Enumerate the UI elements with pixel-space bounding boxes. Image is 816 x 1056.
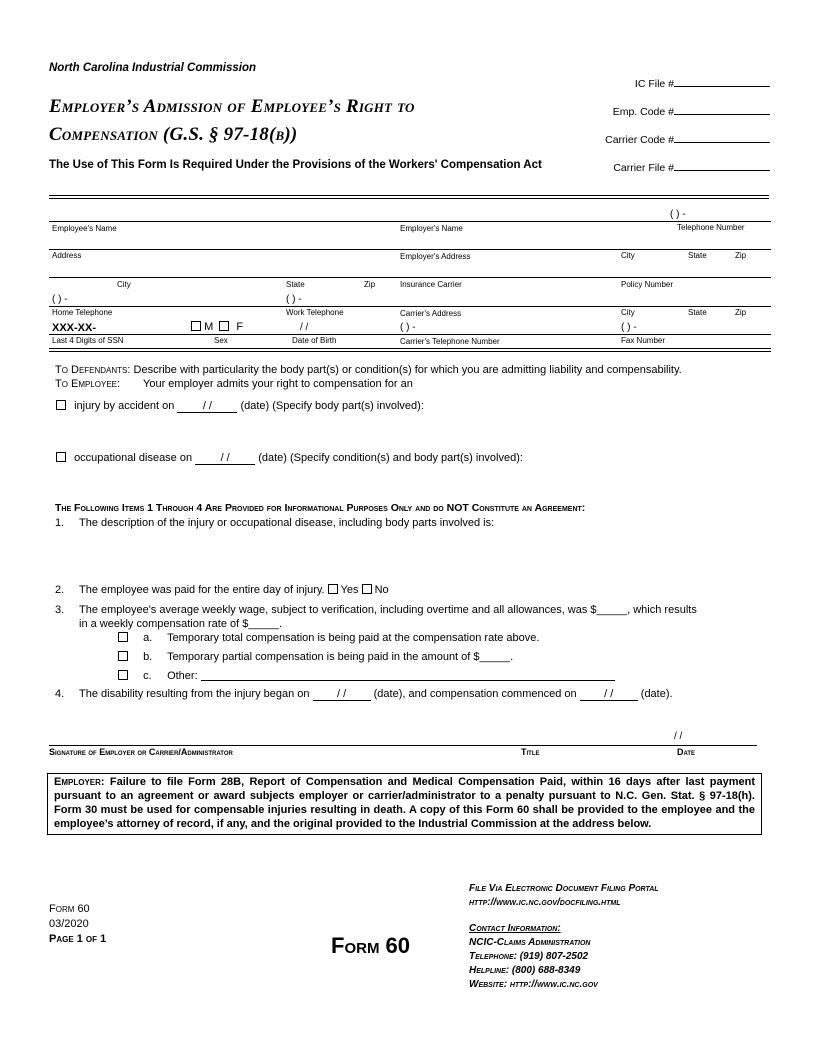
notice-label: Employer:: [54, 776, 105, 788]
form-title-line2: Compensation (G.S. § 97-18(b)): [49, 124, 298, 145]
employer-city-label: City: [621, 251, 635, 260]
policy-number-label: Policy Number: [621, 280, 674, 289]
disease-text-b: (date) (Specify condition(s) and body part(s) involved):: [258, 452, 523, 464]
ic-file-label: IC File #: [634, 78, 674, 90]
paid-yes-label: Yes: [340, 584, 359, 596]
item-3b-checkbox[interactable]: [118, 651, 128, 661]
items-heading: The Following Items 1 Through 4 Are Provided for Informational Purposes Only and do NOT Constitute an Agreement:: [55, 502, 586, 514]
dob-label: Date of Birth: [292, 336, 337, 345]
carrier-file-field[interactable]: [674, 161, 770, 171]
field-rule: [49, 221, 771, 222]
to-defendants: [55, 364, 682, 376]
signature-label: Signature of Employer or Carrier/Administrator: [49, 747, 233, 757]
sex-f-label: F: [236, 321, 244, 333]
disability-date-field[interactable]: / /: [313, 688, 371, 701]
carriers-address-label: Carrier's Address: [400, 309, 462, 318]
paid-no-checkbox[interactable]: [362, 584, 372, 594]
signature-rule: [49, 745, 757, 746]
item-4-text-b: (date), and compensation commenced on: [373, 688, 577, 700]
contact-telephone: Telephone: (919) 807-2502: [469, 951, 589, 962]
home-telephone-label: Home Telephone: [52, 308, 113, 317]
carrier-code-label: Carrier Code #: [605, 134, 674, 146]
emp-code-row: [613, 105, 770, 118]
item-3b: [118, 651, 513, 663]
contact-website[interactable]: Website: http://www.ic.nc.gov: [469, 979, 598, 990]
employer-zip-label: Zip: [735, 251, 747, 260]
injury-option: [56, 400, 424, 413]
to-defendants-label: To Defendants:: [55, 364, 131, 376]
item-3-number: 3.: [55, 604, 65, 616]
to-employee: [55, 378, 413, 390]
carrier-state-label: State: [688, 308, 707, 317]
carrier-phone-value[interactable]: ( ) -: [400, 322, 416, 333]
emp-code-field[interactable]: [674, 105, 770, 115]
notice-text: Failure to file Form 28B, Report of Compensation and Medical Compensation Paid, within 16 days after last payment pursuant to an agreement or award subjects employer or carrier/administrator to a penalty pursuant to N.C. Gen. Stat. § 97-18(h). Form 30 must be used for compensable injuries resulting in death. A copy of this Form 60 shall be provided to the employee and the employee’s attorney of record, if any, and the original provided to the Industrial Commission at the address below.: [54, 776, 755, 830]
fax-number-label: Fax Number: [621, 336, 666, 345]
agency-name: North Carolina Industrial Commission: [49, 62, 257, 74]
footer-form-number: Form 60: [49, 903, 90, 915]
home-phone-value[interactable]: ( ) -: [52, 294, 68, 305]
employees-name-label: Employee's Name: [52, 224, 117, 233]
header-divider: [49, 195, 769, 199]
item-3c-letter: c.: [143, 670, 152, 682]
last4-ssn-label: Last 4 Digits of SSN: [52, 336, 124, 345]
contact-label: Contact Information:: [469, 923, 561, 934]
file-via-portal: File Via Electronic Document Filing Portal: [469, 883, 659, 894]
field-rule: [49, 351, 771, 352]
footer-revision: 03/2020: [49, 918, 89, 930]
paid-no-label: No: [374, 584, 389, 596]
signature-date-value[interactable]: / /: [674, 731, 683, 742]
to-employee-label: To Employee:: [55, 378, 121, 390]
item-3c-checkbox[interactable]: [118, 670, 128, 680]
employers-address-label: Employer's Address: [400, 252, 471, 261]
sex-f-checkbox[interactable]: [219, 321, 229, 331]
sex-m-checkbox[interactable]: [191, 321, 201, 331]
paid-yes-checkbox[interactable]: [328, 584, 338, 594]
footer-page: Page 1 of 1: [49, 933, 107, 945]
item-4: [55, 688, 673, 701]
sex-m-label: M: [204, 321, 214, 333]
employee-city-label: City: [117, 280, 131, 289]
item-1-text: The description of the injury or occupational disease, including body parts involved is:: [79, 517, 495, 529]
signature-date-label: Date: [677, 747, 696, 757]
form-60-title: Form 60: [331, 933, 411, 958]
contact-helpline: Helpline: (800) 688-8349: [469, 965, 581, 976]
item-1: [55, 517, 494, 529]
disease-text-a: occupational disease on: [74, 452, 193, 464]
injury-checkbox[interactable]: [56, 400, 66, 410]
to-defendants-text: Describe with particularity the body part(s) or condition(s) for which you are admitting liability and compensability.: [133, 364, 682, 376]
item-3: [55, 604, 697, 616]
item-3a: [118, 632, 539, 644]
carrier-file-label: Carrier File #: [613, 162, 674, 174]
footer-form-info: [49, 902, 106, 947]
item-2-number: 2.: [55, 584, 65, 596]
form-title: [49, 93, 589, 149]
compensation-date-field[interactable]: / /: [580, 688, 638, 701]
employer-state-label: State: [688, 251, 707, 260]
form-subtitle: The Use of This Form Is Required Under the Provisions of the Workers' Compensation Act: [49, 159, 542, 171]
signature-title-label: Title: [521, 747, 540, 757]
item-2-text: The employee was paid for the entire day of injury.: [79, 584, 325, 596]
telephone-number-label: Telephone Number: [677, 223, 745, 232]
carrier-code-field[interactable]: [674, 133, 770, 143]
ic-file-field[interactable]: [674, 77, 770, 87]
injury-date-field[interactable]: / /: [177, 400, 237, 413]
form-title-line1: Employer’s Admission of Employee’s Right to: [49, 96, 415, 117]
carrier-file-row: [613, 161, 770, 174]
item-4-text-c: (date).: [640, 688, 673, 700]
to-employee-text: Your employer admits your right to compensation for an: [143, 378, 413, 390]
footer-contact: [469, 882, 659, 992]
item-3c: [118, 670, 615, 682]
item-3b-letter: b.: [143, 651, 153, 663]
sex-options: [191, 321, 243, 333]
item-4-number: 4.: [55, 688, 65, 700]
employee-zip-label: Zip: [364, 280, 376, 289]
item-3c-text: Other:: [167, 670, 198, 682]
file-portal-url[interactable]: http://www.ic.nc.gov/docfiling.html: [469, 897, 621, 908]
address-label: Address: [52, 251, 82, 260]
disease-option: [56, 452, 523, 465]
field-rule: [49, 249, 771, 250]
item-3b-text: Temporary partial compensation is being paid in the amount of $_____.: [167, 651, 514, 663]
ic-file-row: [635, 77, 770, 90]
work-phone-value[interactable]: ( ) -: [286, 294, 302, 305]
employers-name-label: Employer's Name: [400, 224, 463, 233]
contact-ncic: NCIC-Claims Administration: [469, 937, 591, 948]
disease-checkbox[interactable]: [56, 452, 66, 462]
item-3a-text: Temporary total compensation is being paid at the compensation rate above.: [167, 632, 540, 644]
employee-state-label: State: [286, 280, 305, 289]
item-4-text-a: The disability resulting from the injury began on: [79, 688, 310, 700]
carrier-zip-label: Zip: [735, 308, 747, 317]
employer-notice: [47, 773, 762, 835]
item-2: [55, 584, 389, 596]
item-3-text-line2: in a weekly compensation rate of $_____.: [79, 618, 283, 630]
emp-code-label: Emp. Code #: [612, 106, 674, 118]
carrier-city-label: City: [621, 308, 635, 317]
item-3c-other-field[interactable]: [201, 670, 615, 681]
fax-value[interactable]: ( ) -: [621, 322, 637, 333]
carrier-code-row: [605, 133, 770, 146]
item-3a-checkbox[interactable]: [118, 632, 128, 642]
work-telephone-label: Work Telephone: [286, 308, 344, 317]
field-rule: [49, 277, 771, 278]
field-rule: [49, 334, 771, 335]
disease-date-field[interactable]: / /: [195, 452, 255, 465]
insurance-carrier-label: Insurance Carrier: [400, 280, 462, 289]
item-1-number: 1.: [55, 517, 65, 529]
sex-label: Sex: [214, 336, 228, 345]
item-3-text-line1: The employee's average weekly wage, subject to verification, including overtime and all allowances, was $_____, which results: [79, 604, 697, 616]
field-rule: [49, 348, 771, 349]
dob-value[interactable]: / /: [300, 322, 309, 333]
carriers-telephone-label: Carrier's Telephone Number: [400, 337, 500, 346]
injury-text-b: (date) (Specify body part(s) involved):: [240, 400, 424, 412]
injury-text-a: injury by accident on: [74, 400, 175, 412]
item-3a-letter: a.: [143, 632, 153, 644]
field-rule: [49, 306, 771, 307]
employer-phone-value[interactable]: ( ) -: [670, 209, 686, 220]
ssn-value[interactable]: XXX-XX-: [52, 322, 97, 334]
